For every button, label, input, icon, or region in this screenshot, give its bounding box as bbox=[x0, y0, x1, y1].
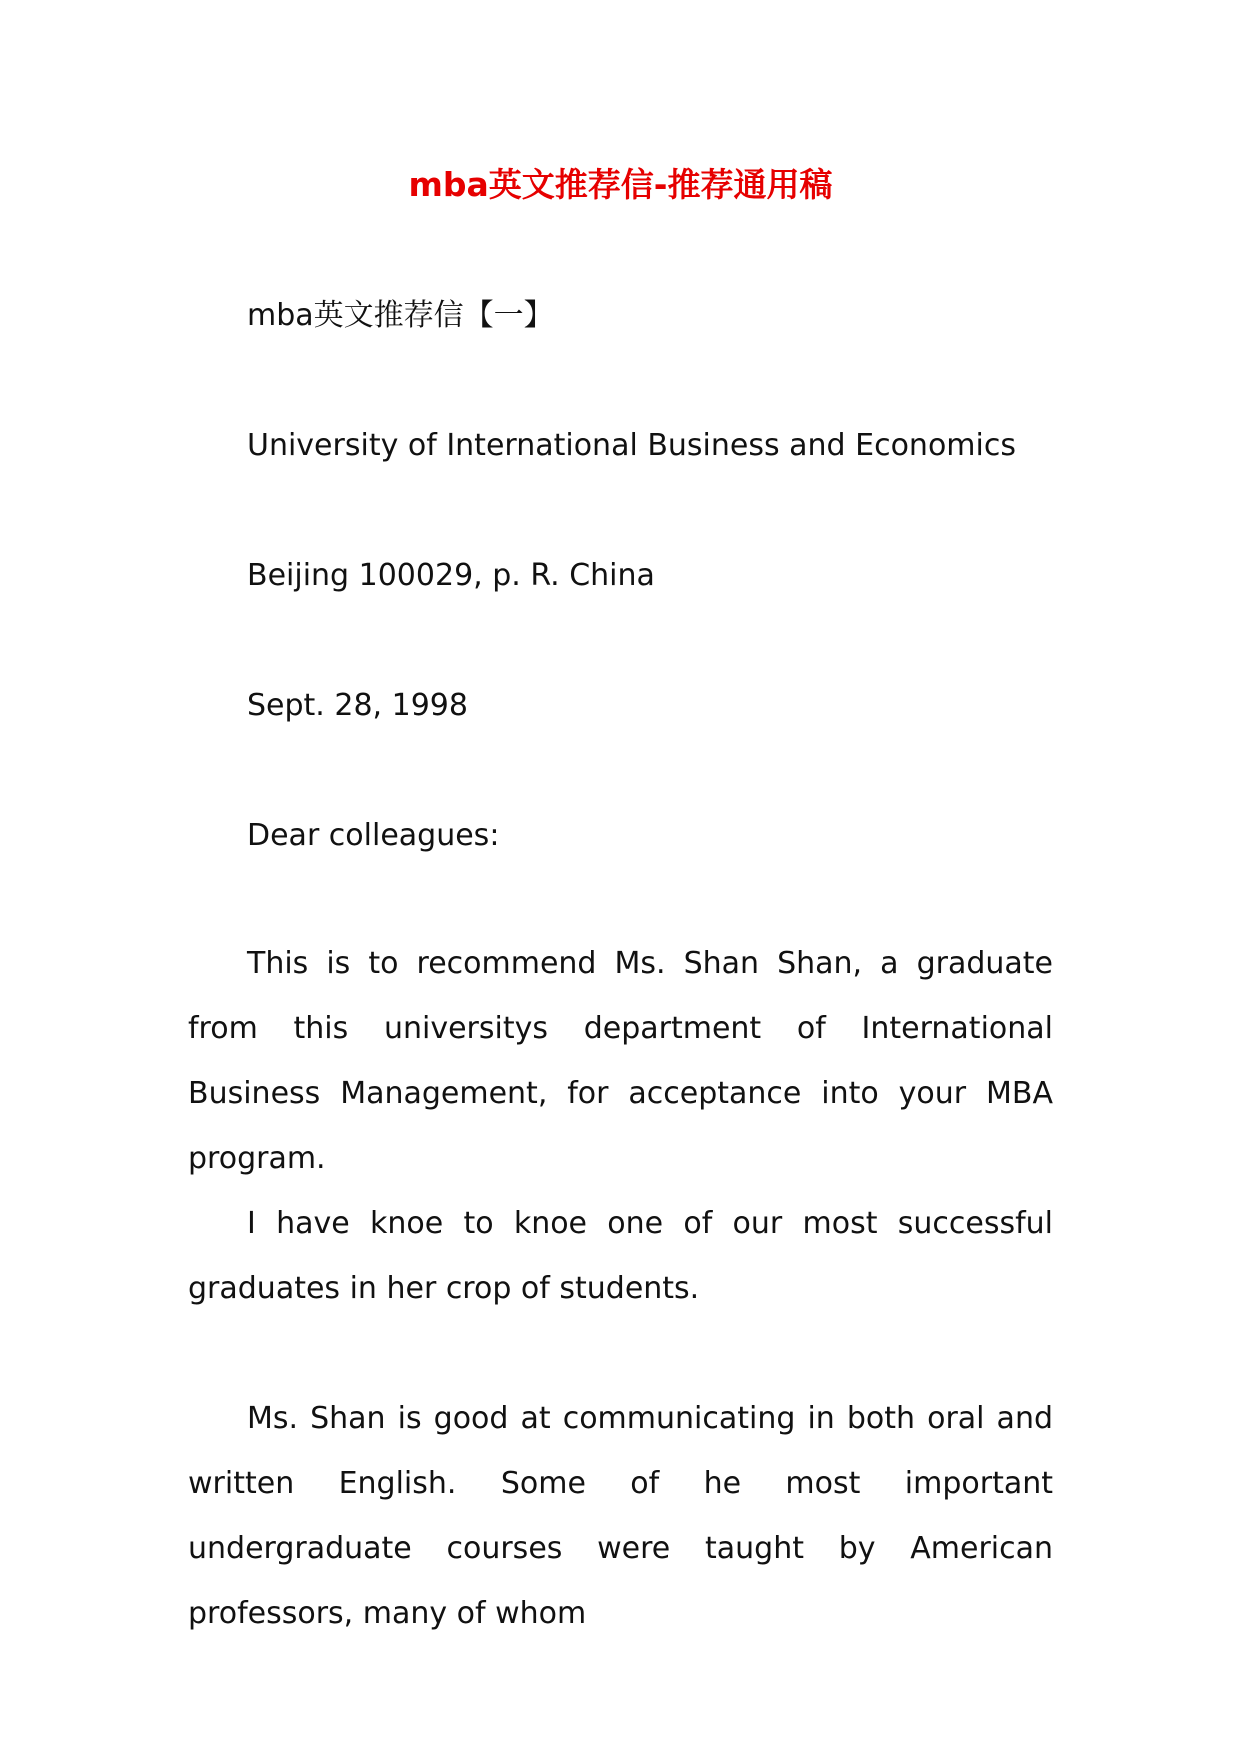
letter-date: Sept. 28, 1998 bbox=[247, 688, 468, 723]
address-line-city: Beijing 100029, p. R. China bbox=[247, 558, 655, 593]
address-line-university: University of International Business and Economics bbox=[247, 428, 1016, 463]
salutation: Dear colleagues: bbox=[247, 818, 500, 853]
paragraph-graduates: I have knoe to knoe one of our most successful graduates in her crop of students. bbox=[188, 1206, 1053, 1306]
section-heading: mba英文推荐信【一】 bbox=[247, 298, 554, 333]
paragraph-recommendation: This is to recommend Ms. Shan Shan, a graduate from this universitys department of International Business Management, for acceptance into your MBA program. bbox=[188, 946, 1053, 1176]
document-title: mba英文推荐信-推荐通用稿 bbox=[408, 165, 833, 204]
paragraph-communication: Ms. Shan is good at communicating in both oral and written English. Some of he most important undergraduate courses were taught by American professors, many of whom bbox=[188, 1401, 1053, 1631]
